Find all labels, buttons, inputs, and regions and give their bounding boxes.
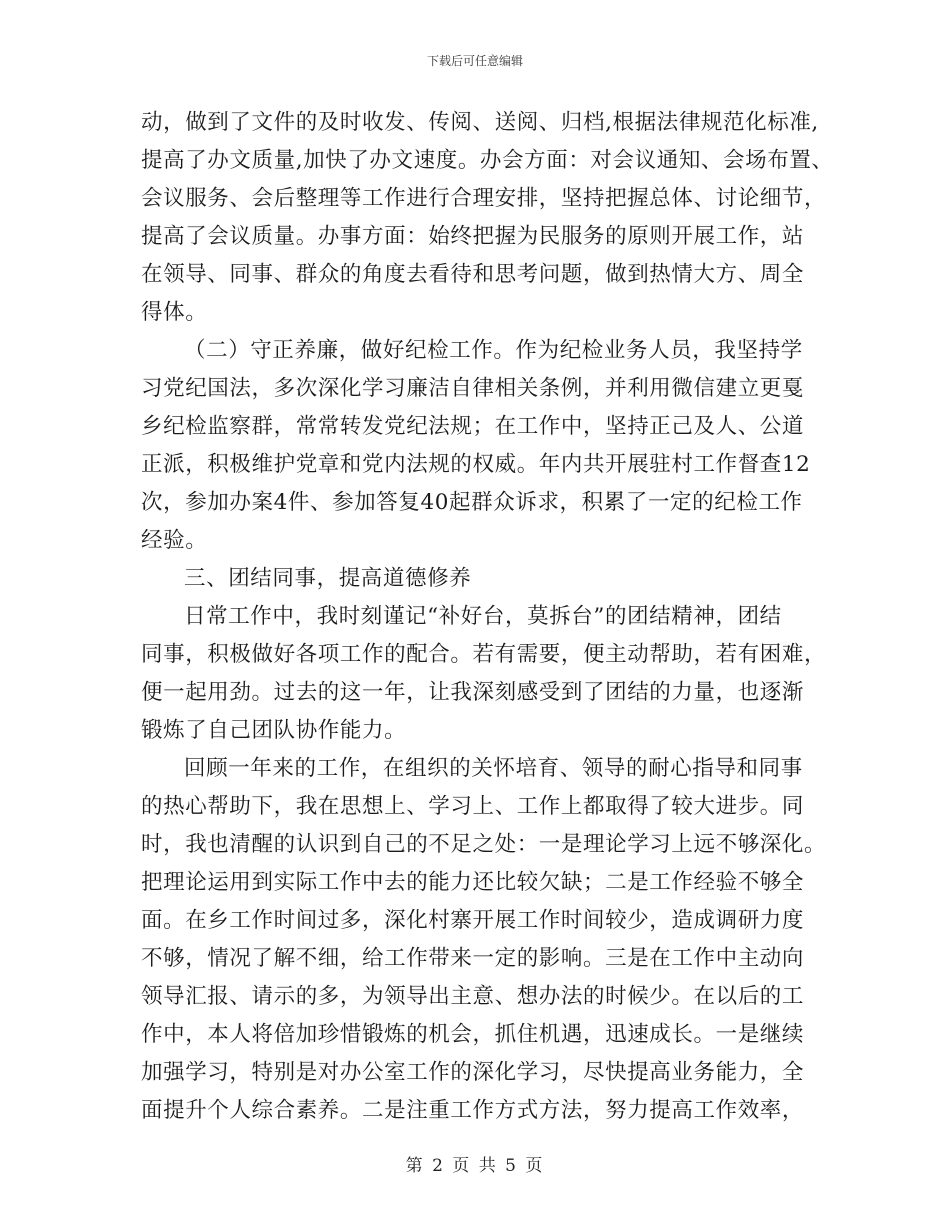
text-line: 时，我也清醒的认识到自己的不足之处：一是理论学习上远不够深化。	[141, 832, 827, 857]
text-line: 同事，积极做好各项工作的配合。若有需要，便主动帮助，若有困难，	[141, 642, 827, 667]
text-line: 习党纪国法，多次深化学习廉洁自律相关条例，并利用微信建立更戛	[141, 376, 805, 401]
text-line: 面提升个人综合素养。二是注重工作方式方法，努力提高工作效率，	[141, 1098, 805, 1123]
text-line: 便一起用劲。过去的这一年，让我深刻感受到了团结的力量，也逐渐	[141, 680, 805, 705]
text-line: 不够，情况了解不细，给工作带来一定的影响。三是在工作中主动向	[141, 946, 805, 971]
text-line: 会议服务、会后整理等工作进行合理安排，坚持把握总体、讨论细节，	[141, 186, 827, 211]
text-line: 提高了会议质量。办事方面：始终把握为民服务的原则开展工作，站	[141, 224, 805, 249]
text-line: 动，做到了文件的及时收发、传阅、送阅、归档,根据法律规范化标准,	[141, 110, 819, 135]
text-line: 日常工作中，我时刻谨记“补好台，莫拆台”的团结精神，团结	[184, 604, 782, 629]
document-body	[141, 104, 834, 1130]
text-line: 次，参加办案4件、参加答复40起群众诉求，积累了一定的纪检工作	[141, 490, 803, 515]
text-line: 正派，积极维护党章和党内法规的权威。年内共开展驻村工作督查12	[141, 452, 811, 477]
text-line: 得体。	[141, 300, 208, 325]
text-line: 把理论运用到实际工作中去的能力还比较欠缺；二是工作经验不够全	[141, 870, 805, 895]
text-line: 提高了办文质量,加快了办文速度。办会方面：对会议通知、会场布置、	[141, 148, 834, 173]
text-line: 领导汇报、请示的多，为领导出主意、想办法的时候少。在以后的工	[141, 984, 805, 1009]
text-line: 的热心帮助下，我在思想上、学习上、工作上都取得了较大进步。同	[141, 794, 805, 819]
page-header: 下载后可任意编辑	[426, 54, 523, 68]
text-line: （二）守正养廉，做好纪检工作。作为纪检业务人员，我坚持学	[184, 338, 803, 363]
text-line: 作中，本人将倍加珍惜锻炼的机会，抓住机遇，迅速成长。一是继续	[141, 1022, 805, 1047]
text-line: 三、团结同事，提高道德修养	[184, 566, 472, 591]
page-footer: 第 2 页 共 5 页	[405, 1156, 545, 1176]
text-line: 加强学习，特别是对办公室工作的深化学习，尽快提高业务能力，全	[141, 1060, 805, 1085]
text-line: 面。在乡工作时间过多，深化村寨开展工作时间较少，造成调研力度	[141, 908, 805, 933]
text-line: 锻炼了自己团队协作能力。	[141, 718, 407, 743]
text-line: 经验。	[141, 528, 208, 553]
text-line: 回顾一年来的工作，在组织的关怀培育、领导的耐心指导和同事	[184, 756, 803, 781]
text-line: 乡纪检监察群，常常转发党纪法规；在工作中，坚持正己及人、公道	[141, 414, 805, 439]
text-line: 在领导、同事、群众的角度去看待和思考问题，做到热情大方、周全	[141, 262, 805, 287]
